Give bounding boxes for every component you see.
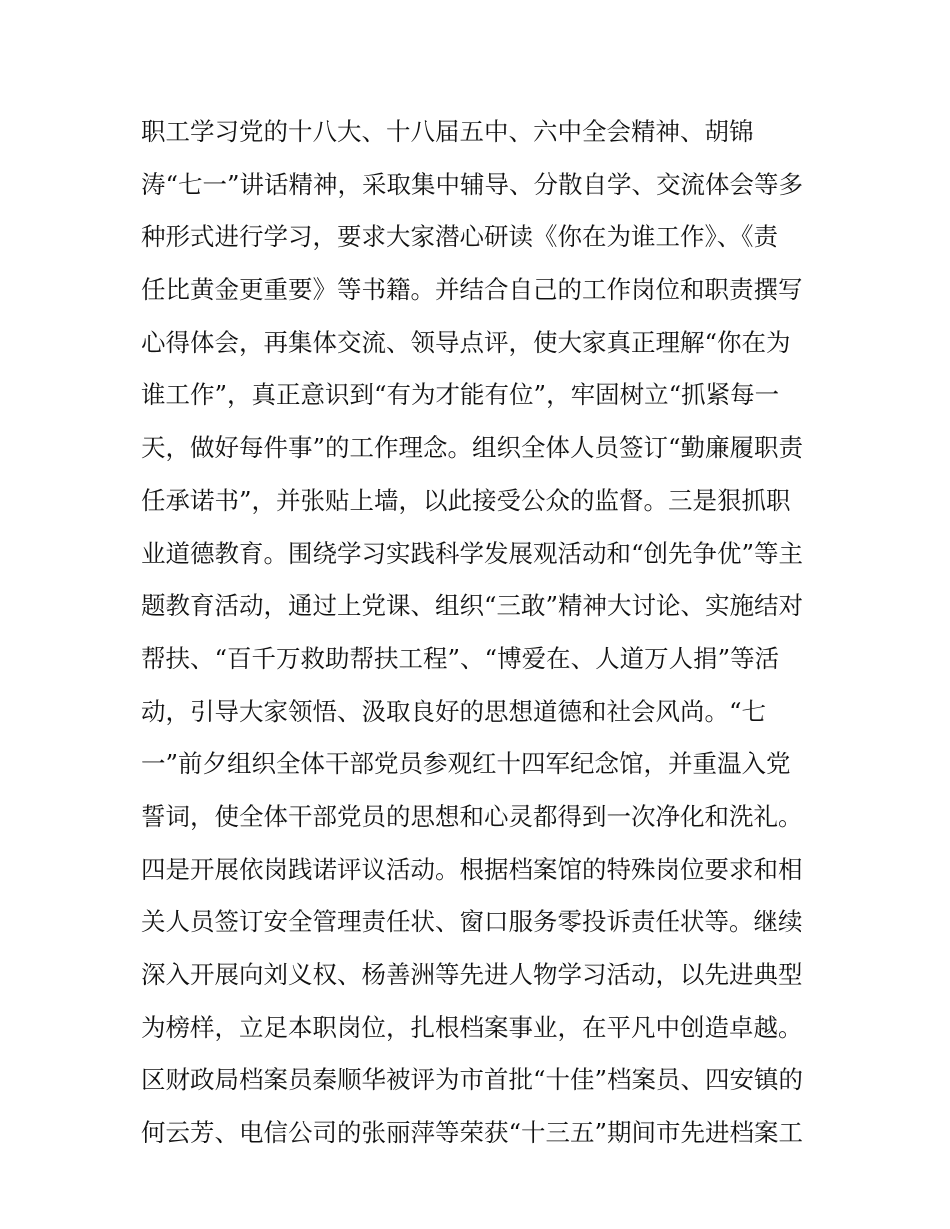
text-line: 任承诺书”，并张贴上墙，以此接受公众的监督。三是狠抓职 bbox=[141, 485, 791, 515]
text-line: 心得体会，再集体交流、领导点评，使大家真正理解“你在为 bbox=[141, 327, 791, 357]
text-line: 帮扶、“百千万救助帮扶工程”、“博爱在、人道万人捐”等活 bbox=[141, 643, 780, 673]
text-line: 一”前夕组织全体干部党员参观红十四军纪念馆，并重温入党 bbox=[141, 749, 791, 779]
text-line: 任比黄金更重要》等书籍。并结合自己的工作岗位和职责撰写 bbox=[141, 275, 803, 305]
text-line: 题教育活动，通过上党课、组织“三敢”精神大讨论、实施结对 bbox=[141, 591, 804, 621]
text-line: 深入开展向刘义权、杨善洲等先进人物学习活动，以先进典型 bbox=[141, 960, 803, 989]
text-line: 区财政局档案员秦顺华被评为市首批“十佳”档案员、四安镇的 bbox=[141, 1065, 804, 1095]
text-line: 业道德教育。围绕学习实践科学发展观活动和“创先争优”等主 bbox=[141, 538, 804, 568]
text-line: 誓词，使全体干部党员的思想和心灵都得到一次净化和洗礼。 bbox=[141, 801, 803, 831]
text-line: 关人员签订安全管理责任状、窗口服务零投诉责任状等。继续 bbox=[141, 907, 803, 937]
text-line: 种形式进行学习，要求大家潜心研读《你在为谁工作》、《责 bbox=[141, 222, 778, 252]
text-line: 四是开展依岗践诺评议活动。根据档案馆的特殊岗位要求和相 bbox=[141, 854, 803, 884]
text-line: 职工学习党的十八大、十八届五中、六中全会精神、胡锦 bbox=[141, 117, 754, 146]
text-line: 为榜样，立足本职岗位，扎根档案事业，在平凡中创造卓越。 bbox=[141, 1012, 803, 1042]
text-line: 天，做好每件事”的工作理念。组织全体人员签订“勤廉履职责 bbox=[141, 433, 804, 463]
text-line: 谁工作”，真正意识到“有为才能有位”，牢固树立“抓紧每一 bbox=[141, 380, 780, 410]
text-line: 动，引导大家领悟、汲取良好的思想道德和社会风尚。“七 bbox=[141, 696, 767, 726]
text-line: 何云芳、电信公司的张丽萍等荣获“十三五”期间市先进档案工 bbox=[141, 1118, 804, 1148]
body-text bbox=[141, 106, 821, 1160]
text-line: 涛“七一”讲话精神，采取集中辅导、分散自学、交流体会等多 bbox=[141, 169, 804, 199]
